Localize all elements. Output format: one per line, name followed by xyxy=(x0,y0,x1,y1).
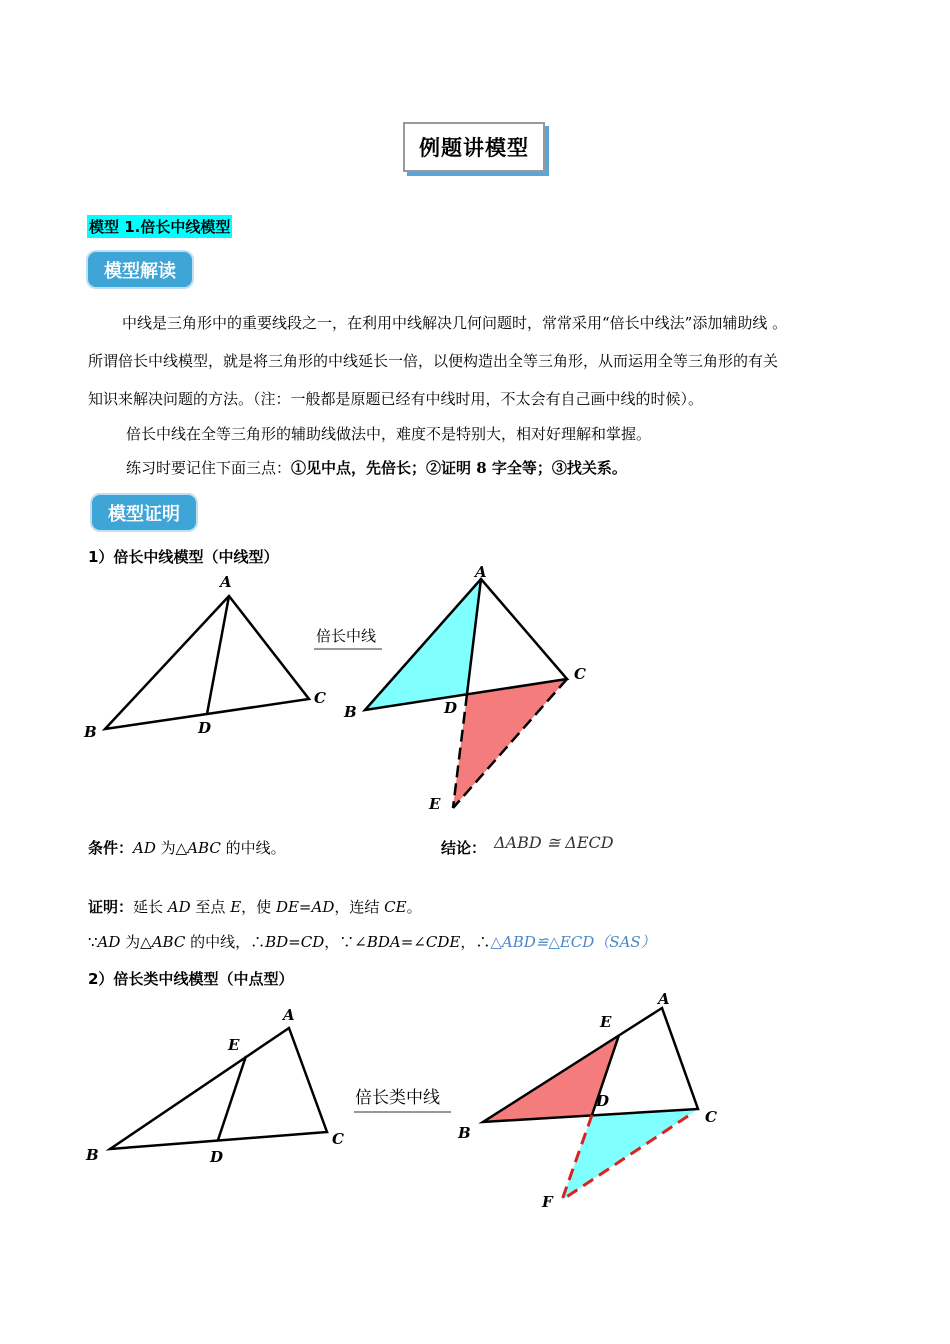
median-ad-left xyxy=(207,596,229,714)
step-abc: ABC xyxy=(151,933,186,951)
proof-line-1 xyxy=(88,897,422,917)
label-b-left-2: B xyxy=(86,1146,99,1164)
label-c-right-2: C xyxy=(705,1108,717,1126)
step-because-1: ∵ xyxy=(88,933,98,951)
proof-e: E xyxy=(230,898,242,916)
paragraph-line-3: 知识来解决问题的方法。（注：一般都是原题已经有中线时用，不太会有自己画中线的时候）。 xyxy=(88,390,704,408)
label-a-left-2: A xyxy=(283,1006,295,1024)
proof-line-2 xyxy=(88,932,656,952)
label-a-right: A xyxy=(475,565,487,581)
subheading-midpoint-type: 2）倍长类中线模型（中点型） xyxy=(88,970,294,988)
label-e-left-2: E xyxy=(228,1036,240,1054)
condition-mid: 为△ xyxy=(155,839,188,857)
proof-ad: AD xyxy=(167,898,191,916)
step-bd-eq-cd: BD=CD xyxy=(265,933,325,951)
label-c-left: C xyxy=(314,689,326,707)
figure-median-model xyxy=(80,565,620,820)
triangle-cyan-fill xyxy=(562,1109,698,1200)
proof-text-4: ，连结 xyxy=(334,898,385,916)
label-d-left-2: D xyxy=(210,1148,224,1166)
figure-midpoint-model xyxy=(80,990,730,1220)
paragraph-line-1: 中线是三角形中的重要线段之一，在利用中线解决几何问题时，常常采用“倍长中线法”添加辅助线 。 xyxy=(122,314,788,332)
step-text-5: ，∴ xyxy=(460,933,491,951)
proof-label: 证明： xyxy=(88,898,134,916)
label-d-right-2: D xyxy=(596,1092,610,1110)
model-heading: 模型 1.倍长中线模型 xyxy=(87,215,232,238)
label-d-left: D xyxy=(198,719,212,737)
condition-end: 的中线。 xyxy=(220,839,286,857)
badge-model-explanation: 模型解读 xyxy=(88,252,192,287)
proof-text-1: 延长 xyxy=(133,898,168,916)
proof-text-2: 至点 xyxy=(190,898,231,916)
proof-text-5: 。 xyxy=(406,898,422,916)
step-angles: ∠BDA=∠CDE xyxy=(354,933,461,951)
proof-ce: CE xyxy=(384,898,407,916)
label-f-right-2: F xyxy=(542,1193,553,1211)
label-d-right: D xyxy=(444,699,458,717)
conclusion-formula: ΔABD ≅ ΔECD xyxy=(494,833,614,852)
three-points-prefix: 练习时要记住下面三点： xyxy=(126,459,292,477)
label-a-right-2: A xyxy=(658,990,670,1008)
paragraph-line-2: 所谓倍长中线模型，就是将三角形的中线延长一倍，以便构造出全等三角形，从而运用全等三角形的有关 xyxy=(88,352,779,370)
badge-model-proof: 模型证明 xyxy=(92,495,196,530)
label-a-left: A xyxy=(220,573,232,591)
page-title: 例题讲模型 xyxy=(403,122,545,172)
three-points-bold: ①见中点，先倍长；②证明 8 字全等；③找关系。 xyxy=(291,459,627,477)
proof-text-3: ，使 xyxy=(241,898,276,916)
label-b-right: B xyxy=(344,703,357,721)
condition-text xyxy=(88,838,286,858)
step-text-2: 为△ xyxy=(120,933,152,951)
conclusion-text xyxy=(441,838,486,858)
segment-ed-left xyxy=(218,1056,246,1140)
step-text-4: ，∵ xyxy=(324,933,355,951)
label-c-right: C xyxy=(574,665,586,683)
step-text-3: 的中线，∴ xyxy=(185,933,266,951)
proof-de-eq-ad: DE=AD xyxy=(275,898,335,916)
paragraph-difficulty: 倍长中线在全等三角形的辅助线做法中，难度不是特别大，相对好理解和掌握。 xyxy=(126,425,652,443)
arrow-label-double-median-like: 倍长类中线 xyxy=(355,1088,440,1108)
arrow-label-double-median: 倍长中线 xyxy=(316,627,377,645)
condition-abc: ABC xyxy=(187,839,221,857)
label-b-right-2: B xyxy=(458,1124,471,1142)
condition-ad: AD xyxy=(133,839,156,857)
label-b-left: B xyxy=(84,723,97,741)
step-ad: AD xyxy=(97,933,121,951)
condition-label: 条件： xyxy=(88,839,134,857)
step-result-congruent: △ABD≌△ECD（SAS） xyxy=(490,933,656,951)
label-e-right-2: E xyxy=(600,1013,612,1031)
label-c-left-2: C xyxy=(332,1130,344,1148)
subheading-median-type: 1）倍长中线模型（中线型） xyxy=(88,548,279,566)
conclusion-label: 结论： xyxy=(441,839,487,857)
label-e-right: E xyxy=(429,795,441,813)
triangle-abc-left-2 xyxy=(110,1028,327,1149)
paragraph-three-points xyxy=(126,458,627,478)
